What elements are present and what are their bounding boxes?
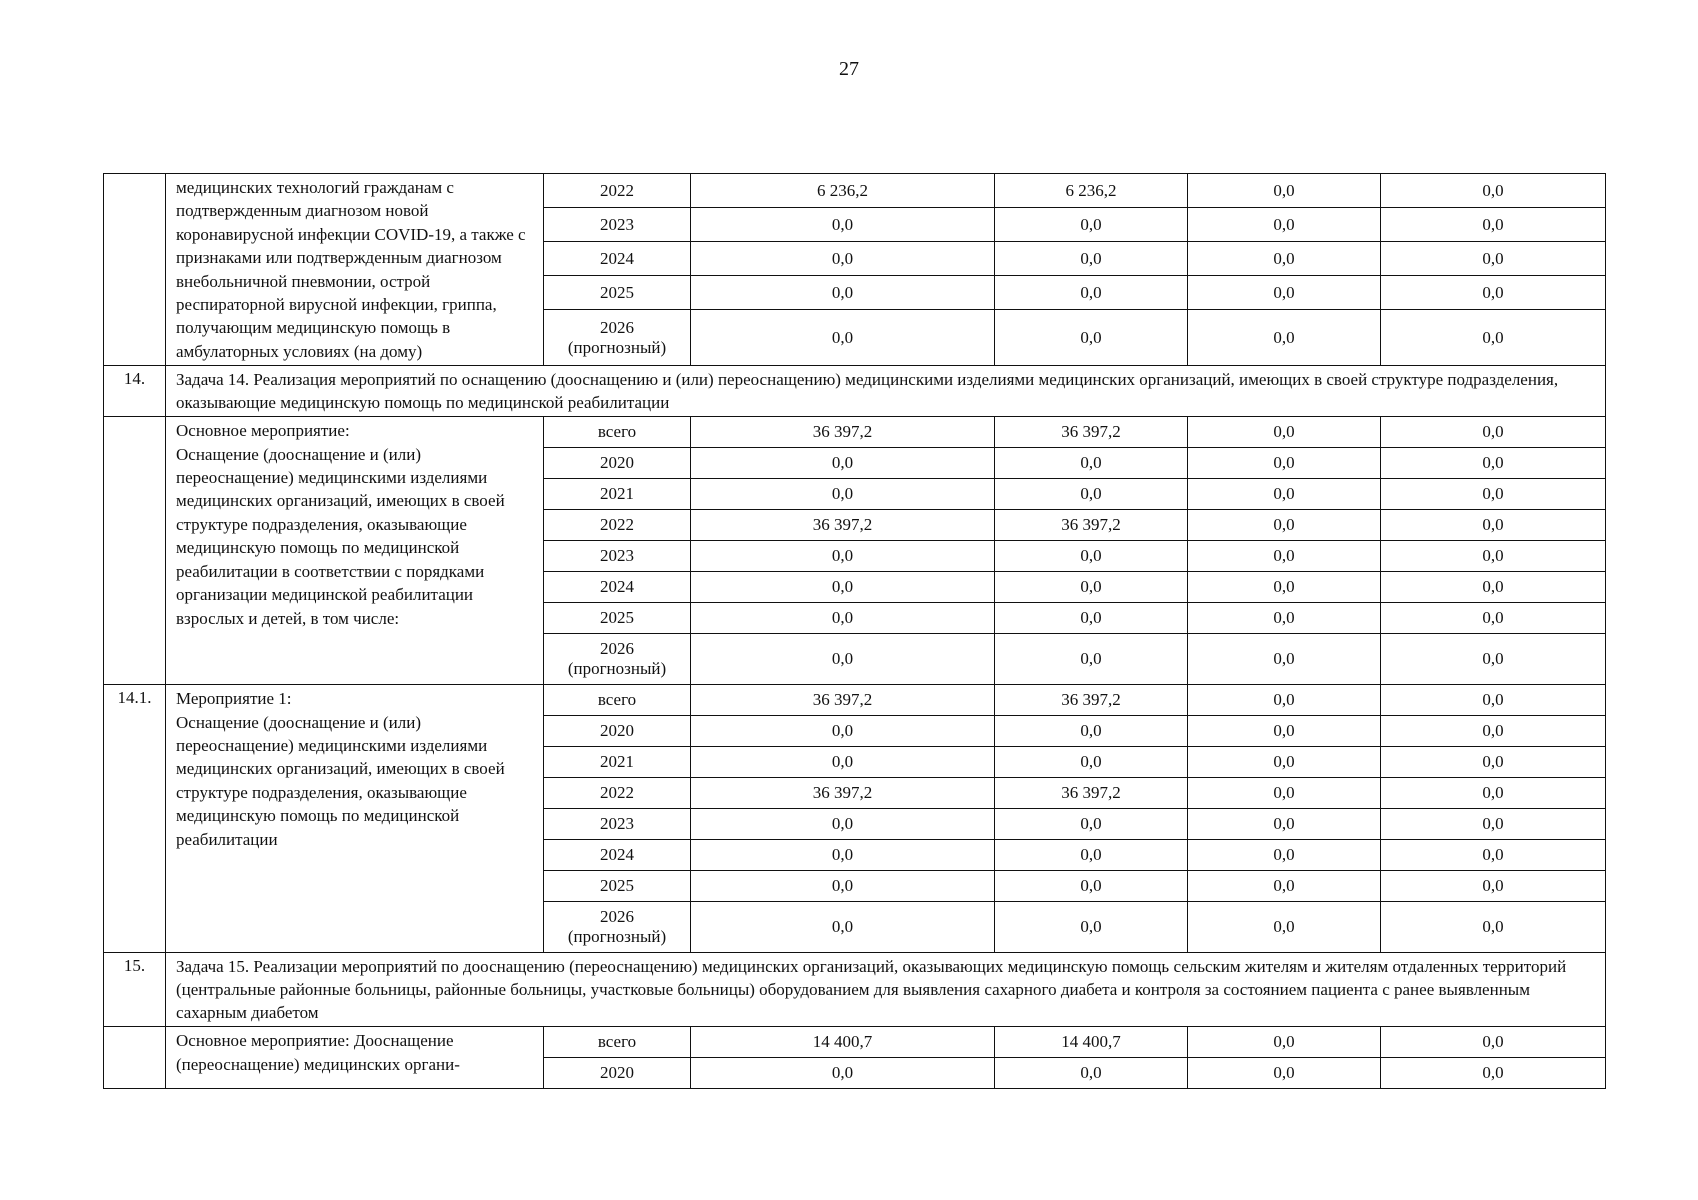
value-source-3: 0,0	[1381, 902, 1606, 953]
value-source-1: 0,0	[995, 716, 1188, 747]
value-source-2: 0,0	[1188, 716, 1381, 747]
value-source-1: 0,0	[995, 448, 1188, 479]
year-cell: 2025	[544, 603, 691, 634]
task-title: Задача 14. Реализация мероприятий по оснащению (дооснащению и (или) переоснащению) медицинскими изделиями медицинских организаций, имеющих в своей структуре подразделения, оказывающие медицинскую помощь по медицинской реабилитации	[166, 366, 1606, 417]
value-source-2: 0,0	[1188, 902, 1381, 953]
value-total: 0,0	[691, 310, 995, 366]
value-source-3: 0,0	[1381, 417, 1606, 448]
value-source-2: 0,0	[1188, 840, 1381, 871]
year-cell: 2020	[544, 716, 691, 747]
value-source-1: 36 397,2	[995, 685, 1188, 716]
page-number: 27	[839, 58, 859, 80]
value-total: 0,0	[691, 1058, 995, 1089]
year-cell: 2026 (прогнозный)	[544, 310, 691, 366]
table-row	[104, 417, 1606, 448]
table-row	[104, 174, 1606, 208]
activity-description: медицинских технологий гражданам с подтвержденным диагнозом новой коронавирусной инфекции COVID-19, а также с признаками или подтвержденным диагнозом внебольничной пневмонии, острой респираторной вирусной инфекции, гриппа, получающим медицинскую помощь в амбулаторных условиях (на дому)	[166, 174, 544, 366]
value-total: 14 400,7	[691, 1027, 995, 1058]
value-source-1: 36 397,2	[995, 778, 1188, 809]
value-source-2: 0,0	[1188, 510, 1381, 541]
value-source-3: 0,0	[1381, 276, 1606, 310]
value-source-3: 0,0	[1381, 479, 1606, 510]
value-source-2: 0,0	[1188, 572, 1381, 603]
value-source-3: 0,0	[1381, 840, 1606, 871]
value-total: 0,0	[691, 541, 995, 572]
row-number	[104, 174, 166, 366]
value-source-2: 0,0	[1188, 747, 1381, 778]
year-cell: всего	[544, 417, 691, 448]
value-source-1: 6 236,2	[995, 174, 1188, 208]
value-source-3: 0,0	[1381, 685, 1606, 716]
value-total: 0,0	[691, 634, 995, 685]
value-total: 0,0	[691, 448, 995, 479]
table-row	[104, 685, 1606, 716]
year-cell: 2023	[544, 208, 691, 242]
year-cell: 2022	[544, 510, 691, 541]
value-source-3: 0,0	[1381, 310, 1606, 366]
year-cell: 2024	[544, 840, 691, 871]
value-source-1: 0,0	[995, 1058, 1188, 1089]
table-row	[104, 1027, 1606, 1058]
value-source-2: 0,0	[1188, 778, 1381, 809]
value-total: 6 236,2	[691, 174, 995, 208]
year-cell: 2024	[544, 572, 691, 603]
activity-description: Основное мероприятие: Оснащение (дооснащение и (или) переоснащение) медицинскими изделиями медицинских организаций, имеющих в своей структуре подразделения, оказывающие медицинскую помощь по медицинской реабилитации в соответствии с порядками организации медицинской реабилитации взрослых и детей, в том числе:	[166, 417, 544, 685]
value-source-3: 0,0	[1381, 603, 1606, 634]
task-row	[104, 953, 1606, 1027]
value-total: 0,0	[691, 902, 995, 953]
value-source-1: 0,0	[995, 840, 1188, 871]
value-source-2: 0,0	[1188, 417, 1381, 448]
year-cell: 2022	[544, 174, 691, 208]
value-total: 0,0	[691, 572, 995, 603]
value-source-3: 0,0	[1381, 778, 1606, 809]
value-source-3: 0,0	[1381, 1058, 1606, 1089]
value-total: 0,0	[691, 809, 995, 840]
activity-description: Основное мероприятие: Дооснащение (переоснащение) медицинских органи-	[166, 1027, 544, 1089]
value-source-3: 0,0	[1381, 448, 1606, 479]
value-total: 36 397,2	[691, 417, 995, 448]
value-source-2: 0,0	[1188, 603, 1381, 634]
value-source-3: 0,0	[1381, 747, 1606, 778]
value-source-2: 0,0	[1188, 1058, 1381, 1089]
value-source-1: 0,0	[995, 208, 1188, 242]
value-source-3: 0,0	[1381, 510, 1606, 541]
value-source-1: 0,0	[995, 603, 1188, 634]
value-source-2: 0,0	[1188, 541, 1381, 572]
value-total: 0,0	[691, 208, 995, 242]
value-source-1: 0,0	[995, 541, 1188, 572]
value-source-1: 0,0	[995, 902, 1188, 953]
value-total: 0,0	[691, 716, 995, 747]
row-number	[104, 1027, 166, 1089]
value-source-2: 0,0	[1188, 242, 1381, 276]
row-number: 14.1.	[104, 685, 166, 953]
value-source-1: 0,0	[995, 809, 1188, 840]
value-source-1: 0,0	[995, 310, 1188, 366]
value-total: 0,0	[691, 242, 995, 276]
value-source-1: 0,0	[995, 871, 1188, 902]
value-source-3: 0,0	[1381, 1027, 1606, 1058]
year-cell: 2021	[544, 747, 691, 778]
task-title: Задача 15. Реализации мероприятий по дооснащению (переоснащению) медицинских организаций, оказывающих медицинскую помощь сельским жителям и жителям отдаленных территорий (центральные районные больницы, районные больницы, участковые больницы) оборудованием для выявления сахарного диабета и контроля за состоянием пациента с ранее выявленным сахарным диабетом	[166, 953, 1606, 1027]
value-source-1: 36 397,2	[995, 510, 1188, 541]
value-source-2: 0,0	[1188, 479, 1381, 510]
value-total: 0,0	[691, 479, 995, 510]
value-total: 0,0	[691, 871, 995, 902]
table-body	[104, 174, 1606, 1089]
value-source-1: 0,0	[995, 572, 1188, 603]
value-source-1: 0,0	[995, 276, 1188, 310]
value-source-3: 0,0	[1381, 716, 1606, 747]
value-source-3: 0,0	[1381, 174, 1606, 208]
value-source-3: 0,0	[1381, 634, 1606, 685]
value-source-3: 0,0	[1381, 242, 1606, 276]
value-source-2: 0,0	[1188, 174, 1381, 208]
value-source-1: 0,0	[995, 479, 1188, 510]
value-total: 36 397,2	[691, 778, 995, 809]
value-source-1: 0,0	[995, 634, 1188, 685]
value-source-3: 0,0	[1381, 572, 1606, 603]
value-source-2: 0,0	[1188, 871, 1381, 902]
value-source-1: 14 400,7	[995, 1027, 1188, 1058]
activity-description: Мероприятие 1: Оснащение (дооснащение и (или) переоснащение) медицинскими изделиями медицинских организаций, имеющих в своей структуре подразделения, оказывающие медицинскую помощь по медицинской реабилитации	[166, 685, 544, 953]
task-row	[104, 366, 1606, 417]
year-cell: 2020	[544, 448, 691, 479]
year-cell: 2026 (прогнозный)	[544, 634, 691, 685]
value-source-2: 0,0	[1188, 448, 1381, 479]
value-source-2: 0,0	[1188, 685, 1381, 716]
year-cell: 2021	[544, 479, 691, 510]
value-total: 0,0	[691, 747, 995, 778]
year-cell: 2024	[544, 242, 691, 276]
value-source-2: 0,0	[1188, 276, 1381, 310]
year-cell: 2023	[544, 541, 691, 572]
row-number: 15.	[104, 953, 166, 1027]
budget-table	[103, 173, 1606, 1089]
row-number: 14.	[104, 366, 166, 417]
year-cell: 2026 (прогнозный)	[544, 902, 691, 953]
year-cell: всего	[544, 1027, 691, 1058]
value-total: 36 397,2	[691, 510, 995, 541]
value-total: 0,0	[691, 840, 995, 871]
value-source-3: 0,0	[1381, 809, 1606, 840]
value-source-3: 0,0	[1381, 541, 1606, 572]
value-source-3: 0,0	[1381, 208, 1606, 242]
year-cell: 2023	[544, 809, 691, 840]
year-cell: 2022	[544, 778, 691, 809]
row-number	[104, 417, 166, 685]
year-cell: 2025	[544, 276, 691, 310]
value-source-2: 0,0	[1188, 634, 1381, 685]
value-total: 0,0	[691, 603, 995, 634]
value-source-1: 0,0	[995, 747, 1188, 778]
value-source-1: 0,0	[995, 242, 1188, 276]
value-source-1: 36 397,2	[995, 417, 1188, 448]
value-source-2: 0,0	[1188, 809, 1381, 840]
year-cell: 2020	[544, 1058, 691, 1089]
value-total: 0,0	[691, 276, 995, 310]
value-source-2: 0,0	[1188, 208, 1381, 242]
year-cell: всего	[544, 685, 691, 716]
value-source-3: 0,0	[1381, 871, 1606, 902]
value-source-2: 0,0	[1188, 1027, 1381, 1058]
year-cell: 2025	[544, 871, 691, 902]
value-total: 36 397,2	[691, 685, 995, 716]
value-source-2: 0,0	[1188, 310, 1381, 366]
